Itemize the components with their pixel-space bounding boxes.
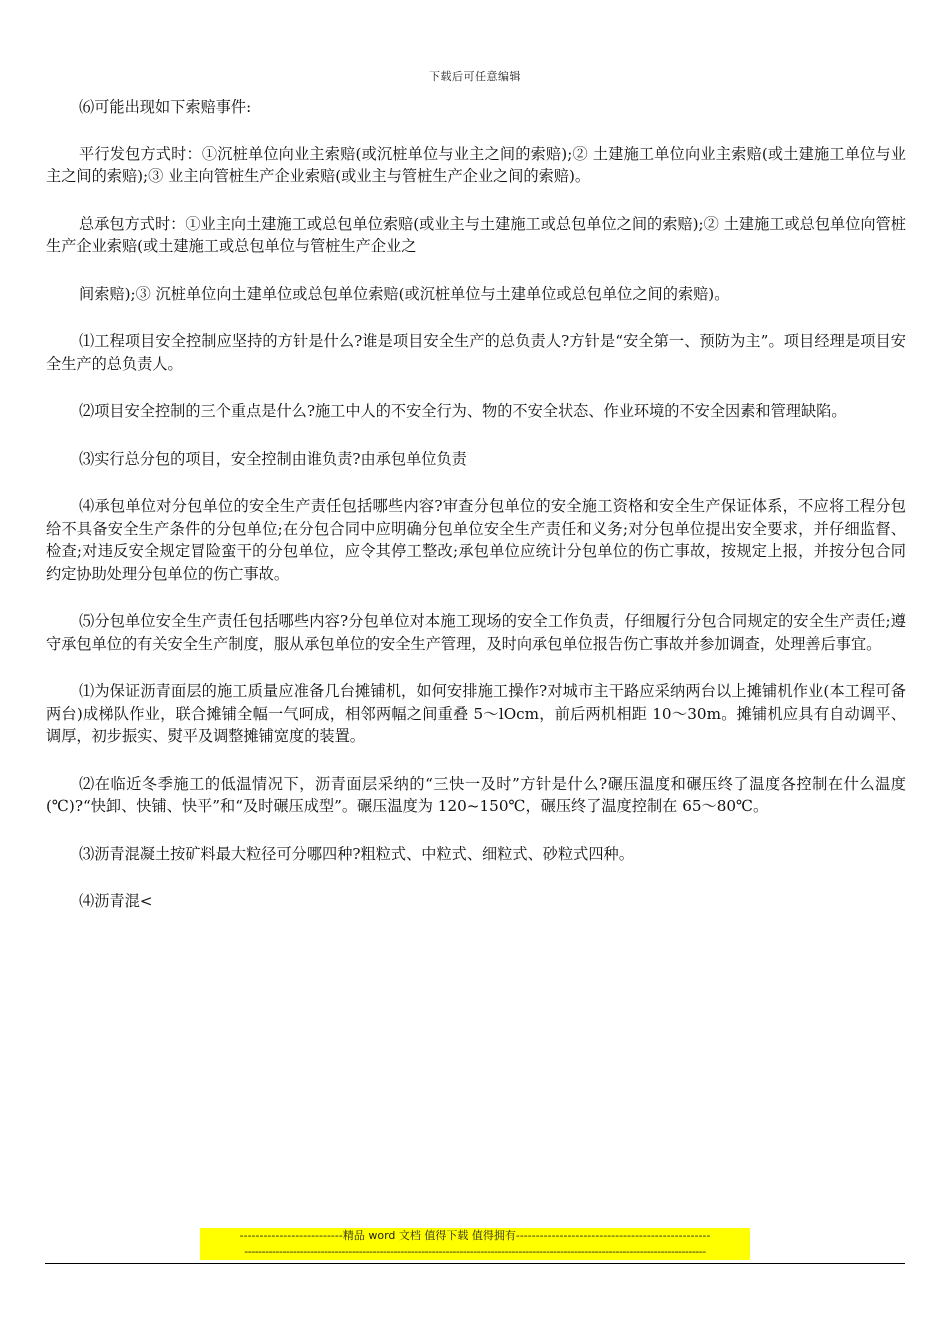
paragraph-safety-focus: ⑵项目安全控制的三个重点是什么?施工中人的不安全行为、物的不安全状态、作业环境的不安全因素和管理缺陷。 [79,402,847,420]
paragraph-claim-events-heading: ⑹可能出现如下索赔事件: [79,98,252,116]
paragraph-general-contracting: 总承包方式时：①业主向土建施工或总包单位索赔(或业主与土建施工或总包单位之间的索赔);② 土建施工或总包单位向管桩生产企业索赔(或土建施工或总包单位与管桩生产企业之 [46,214,906,255]
paragraph-contractor-duties: ⑷承包单位对分包单位的安全生产责任包括哪些内容?审查分包单位的安全施工资格和安全生产保证体系，不应将工程分包给不具备安全生产条件的分包单位;在分包合同中应明确分包单位安全生产责任和义务;对分包单位提出安全要求，并仔细监督、检查;对违反安全规定冒险蛮干的分包单位，应令其停工整改;承包单位应统计分包单位的伤亡事故，按规定上报，并按分包合同约定协助处理分包单位的伤亡事故。 [46,497,906,583]
paragraph-subcontractor-duties: ⑸分包单位安全生产责任包括哪些内容?分包单位对本施工现场的安全工作负责，仔细履行分包合同规定的安全生产责任;遵守承包单位的有关安全生产制度，服从承包单位的安全生产管理，及时向承包单位报告伤亡事故并参加调查，处理善后事宜。 [46,612,906,653]
paragraph-general-contracting-continued: 间索赔);③ 沉桩单位向土建单位或总包单位索赔(或沉桩单位与土建单位或总包单位之间的索赔)。 [79,284,730,303]
paragraph-low-temperature-policy: ⑵在临近冬季施工的低温情况下，沥青面层采纳的“三快一及时”方针是什么?碾压温度和碾压终了温度各控制在什么温度(℃)?“快卸、快铺、快平”和“及时碾压成型”。碾压温度为 120~150℃，碾压终了温度控制在 65～80℃。 [46,774,906,815]
document-body [46,96,906,938]
paragraph-parallel-contracting: 平行发包方式时：①沉桩单位向业主索赔(或沉桩单位与业主之间的索赔);② 土建施工单位向业主索赔(或土建施工单位与业主之间的索赔);③ 业主向管桩生产企业索赔(或业主与管桩生产企业之间的索赔)。 [46,144,906,185]
footer-banner-line1: --------------------------精品 word 文档 值得下载 值得拥有------------------------------------------------- [239,1229,711,1242]
footer-banner [200,1228,750,1260]
footer-divider [45,1263,905,1264]
paragraph-safety-responsibility: ⑶实行总分包的项目，安全控制由谁负责?由承包单位负责 [79,449,467,468]
paragraph-asphalt-types: ⑶沥青混凝土按矿料最大粒径可分哪四种?粗粒式、中粒式、细粒式、砂粒式四种。 [79,844,634,863]
paragraph-truncated: ⑷沥青混< [79,892,153,910]
page-header: 下载后可任意编辑 [429,70,521,83]
paragraph-paver-arrangement: ⑴为保证沥青面层的施工质量应准备几台摊铺机，如何安排施工操作?对城市主干路应采纳两台以上摊铺机作业(本工程可备两台)成梯队作业，联合摊铺全幅一气呵成，相邻两幅之间重叠 5～lOcm，前后两机相距 10～30m。摊铺机应具有自动调平、调厚，初步振实、熨平及调整摊铺宽度的装置。 [46,682,906,745]
footer-banner-line2: ------------------------------------------------------------------------------------------------------------------------------------- [244,1245,706,1258]
paragraph-safety-policy: ⑴工程项目安全控制应坚持的方针是什么?谁是项目安全生产的总负责人?方针是“安全第一、预防为主”。项目经理是项目安全生产的总负责人。 [46,332,906,373]
